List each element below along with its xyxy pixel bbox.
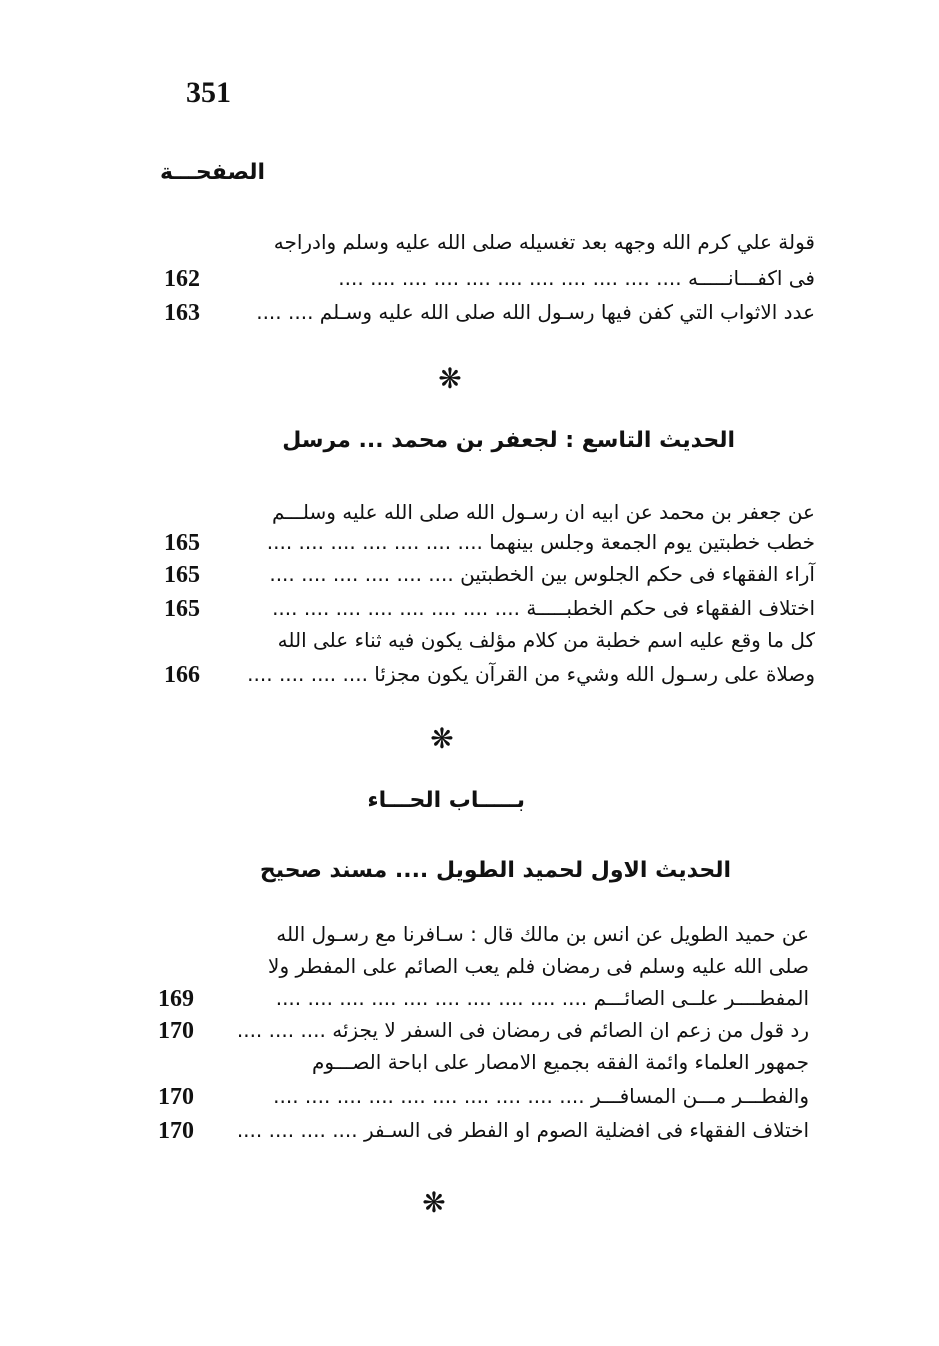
section-heading: الحديث الاول لحميد الطويل .... مسند صحيح — [259, 858, 731, 883]
toc-entry-page: 166 — [164, 662, 200, 688]
section-separator: ❋ — [438, 362, 462, 395]
toc-entry-text: عن جعفر بن محمد عن ابيه ان رسـول الله صلى الله عليه وسلـــم — [271, 500, 815, 524]
toc-entry-text: آراء الفقهاء فى حكم الجلوس بين الخطبتين .... .... .... .... .... .... — [269, 562, 815, 586]
toc-entry-text: عدد الاثواب التي كفن فيها رسـول الله صلى الله عليه وسـلم .... .... — [256, 300, 815, 324]
toc-entry-text: اختلاف الفقهاء فى حكم الخطبـــــة .... .... .... .... .... .... .... .... — [272, 596, 815, 620]
toc-entry — [0, 500, 939, 530]
section-heading: الحديث التاسع : لجعفر بن محمد ... مرسل — [282, 428, 735, 453]
page-column-label: الصفحـــة — [160, 160, 266, 185]
toc-entry — [0, 1050, 939, 1080]
toc-entry — [0, 230, 939, 260]
toc-entry-text: عن حميد الطويل عن انس بن مالك قال : سـافرنا مع رسـول الله — [276, 922, 809, 946]
toc-entry-page: 170 — [158, 1118, 194, 1144]
toc-entry — [0, 1118, 939, 1148]
toc-entry-text: كل ما وقع عليه اسم خطبة من كلام مؤلف يكون فيه ثناء على الله — [277, 628, 815, 652]
toc-entry-page: 170 — [158, 1018, 194, 1044]
toc-entry-text: والفطـــر مـــن المسافـــر .... .... .... .... .... .... .... .... .... .... — [273, 1084, 809, 1108]
toc-entry-page: 163 — [164, 300, 200, 326]
toc-entry-page: 165 — [164, 596, 200, 622]
toc-entry — [0, 662, 939, 692]
toc-entry — [0, 628, 939, 658]
toc-entry — [0, 986, 939, 1016]
toc-entry-text: جمهور العلماء وائمة الفقه بجميع الامصار على اباحة الصـــوم — [312, 1050, 809, 1074]
toc-entry — [0, 596, 939, 626]
toc-entry-page: 165 — [164, 530, 200, 556]
section-separator: ❋ — [430, 722, 454, 755]
chapter-heading: بـــــاب الحـــاء — [367, 788, 525, 813]
toc-entry-text: صلى الله عليه وسلم فى رمضان فلم يعب الصائم على المفطر ولا — [268, 954, 809, 978]
section-separator: ❋ — [422, 1186, 446, 1219]
toc-entry-page: 165 — [164, 562, 200, 588]
toc-entry — [0, 562, 939, 592]
toc-entry-page: 170 — [158, 1084, 194, 1110]
toc-entry-text: خطب خطبتين يوم الجمعة وجلس بينهما .... .... .... .... .... .... .... — [266, 530, 815, 554]
toc-entry-text: اختلاف الفقهاء فى افضلية الصوم او الفطر فى السـفر .... .... .... .... — [236, 1118, 809, 1142]
toc-entry — [0, 530, 939, 560]
page-number: 351 — [186, 76, 231, 109]
toc-entry-text: المفطــــر علــى الصائـــم .... .... .... .... .... .... .... .... .... .... — [275, 986, 809, 1010]
toc-entry-text: وصلاة على رسـول الله وشيء من القرآن يكون مجزئا .... .... .... .... — [247, 662, 815, 686]
toc-entry — [0, 300, 939, 330]
toc-entry-text: فى اكفـــانـــــه .... .... .... .... .... .... .... .... .... .... .... — [338, 266, 815, 290]
toc-entry — [0, 922, 939, 952]
toc-entry-text: رد قول من زعم ان الصائم فى رمضان فى السفر لا يجزئه .... .... .... — [236, 1018, 809, 1042]
toc-entry-page: 169 — [158, 986, 194, 1012]
toc-entry-page: 162 — [164, 266, 200, 292]
toc-entry — [0, 954, 939, 984]
toc-entry — [0, 266, 939, 296]
toc-entry — [0, 1018, 939, 1048]
toc-entry — [0, 1084, 939, 1114]
toc-entry-text: قولة علي كرم الله وجهه بعد تغسيله صلى الله عليه وسلم وادراجه — [273, 230, 815, 254]
